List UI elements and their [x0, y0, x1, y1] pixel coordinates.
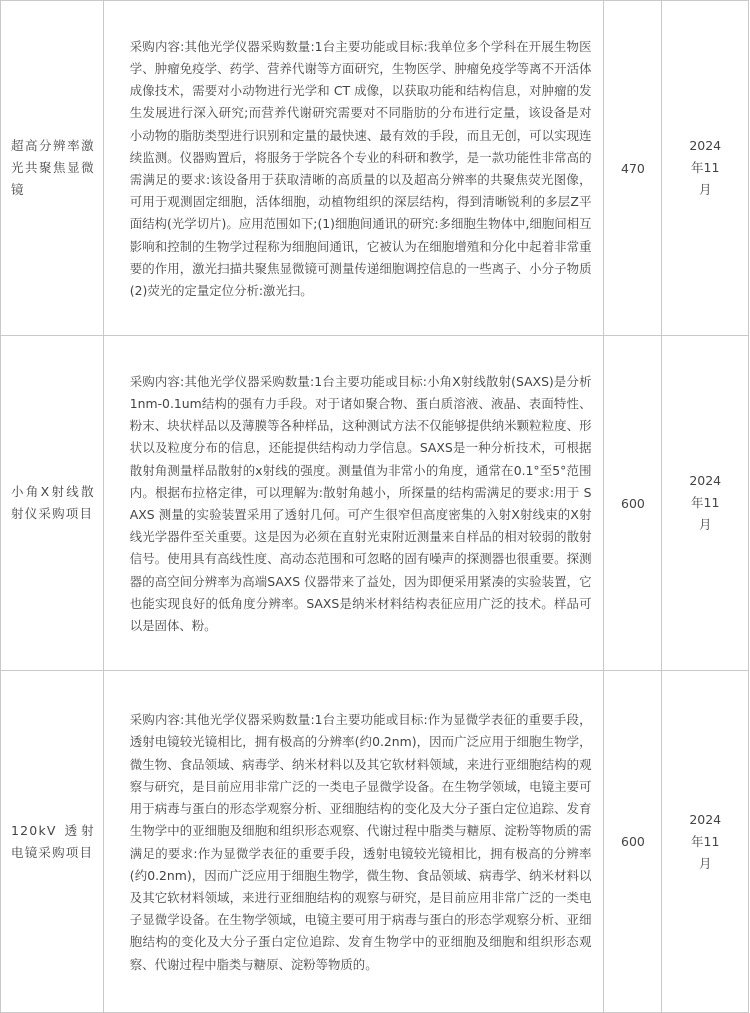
- date-cell: [662, 1, 749, 336]
- project-name: 120kV 透射电镜采购项目: [11, 822, 95, 860]
- table-row: [1, 1, 749, 336]
- description-cell: [103, 336, 604, 671]
- procurement-date: 2024年11月: [689, 473, 722, 532]
- budget-amount: 600: [621, 495, 645, 511]
- date-cell: [662, 336, 749, 671]
- budget-amount: 600: [621, 834, 645, 849]
- project-name: 小角X射线散射仪采购项目: [11, 484, 95, 521]
- table-row: [1, 336, 749, 671]
- project-name: 超高分辨率激光共聚焦显微镜: [11, 138, 95, 197]
- procurement-date: 2024年11月: [689, 138, 722, 197]
- budget-cell: [604, 671, 662, 1013]
- project-name-cell: [1, 1, 104, 336]
- project-description: 采购内容:其他光学仪器采购数量:1台主要功能或目标:我单位多个学科在开展生物医学、肿瘤免疫学、药学、营养代谢等方面研究，生物医学、肿瘤免疫学等离不开活体成像技术，需要对小动物进行光学和 CT 成像，以获取功能和结构信息，对肿瘤的发生发展进行深入研究;而营养代谢研究需要对不同脂肪的分布进行定量，该设备是对小动物的脂肪类型进行识别和定量的最快速、最有效的手段，而且无创，可以实现连续监测。仪器购置后，将服务于学院各个专业的科研和教学，是一款功能性非常高的需满足的要求:该设备用于获取清晰的高质量的以及超高分辨率的共聚焦荧光图像，可用于观测固定细胞，活体细胞，动植物组织的深层结构，得到清晰锐利的多层Z平面结构(光学切片)。应用范围如下;(1)细胞间通讯的研究:多细胞生物体中,细胞间相互影响和控制的生物学过程称为细胞间通讯，它被认为在细胞增殖和分化中起着非常重要的作用，激光扫描共聚焦显微镜可测量传递细胞调控信息的一些离子、小分子物质(2)荧光的定量定位分析:激光扫。: [129, 38, 592, 299]
- description-cell: [103, 671, 604, 1013]
- project-name-cell: [1, 336, 104, 671]
- date-cell: [662, 671, 749, 1013]
- project-name-cell: [1, 671, 104, 1013]
- description-cell: [103, 1, 604, 336]
- budget-amount: 470: [621, 160, 645, 176]
- procurement-date: 2024年11月: [689, 811, 722, 871]
- table-row: [1, 671, 749, 1013]
- project-description: 采购内容:其他光学仪器采购数量:1台主要功能或目标:作为显微学表征的重要手段，透射电镜较光镜相比，拥有极高的分辨率(约0.2nm)，因而广泛应用于细胞生物学，微生物、食品领域、病毒学、纳米材料以及其它软材料领域，来进行亚细胞结构的观察与研究，是目前应用非常广泛的一类电子显微学设备。在生物学领域，电镜主要可用于病毒与蛋白的形态学观察分析、亚细胞结构的变化及大分子蛋白定位追踪、发育生物学中的亚细胞及细胞和组织形态观察、代谢过程中脂类与糖原、淀粉等物质的需满足的要求:作为显微学表征的重要手段，透射电镜较光镜相比，拥有极高的分辨率(约0.2nm)，因而广泛应用于细胞生物学，微生物、食品领域、病毒学、纳米材料以及其它软材料领域，来进行亚细胞结构的观察与研究，是目前应用非常广泛的一类电子显微学设备。在生物学领域，电镜主要可用于病毒与蛋白的形态学观察分析、亚细胞结构的变化及大分子蛋白定位追踪、发育生物学中的亚细胞及细胞和组织形态观察、代谢过程中脂类与糖原、淀粉等物质的。: [129, 712, 592, 972]
- budget-cell: [604, 1, 662, 336]
- budget-cell: [604, 336, 662, 671]
- project-description: 采购内容:其他光学仪器采购数量:1台主要功能或目标:小角X射线散射(SAXS)是分析1nm-0.1um结构的强有力手段。对于诸如聚合物、蛋白质溶液、液晶、表面特性、粉末、块状样品以及薄膜等各种样品，这种测试方法不仅能够提供纳米颗粒粒度、形状以及粒度分布的信息，还能提供结构动力学信息。SAXS是一种分析技术，可根据散射角测量样品散射的x射线的强度。测量值为非常小的角度，通常在0.1°至5°范围内。根据布拉格定律，可以理解为:散射角越小，所探量的结构需满足的要求:用于 SAXS 测量的实验装置采用了透射几何。可产生很窄但高度密集的入射X射线束的X射线光学器件至关重要。这是因为必须在直射光束附近测量来自样品的相对较弱的散射信号。使用具有高线性度、高动态范围和可忽略的固有噪声的探测器也很重要。探测器的高空间分辨率为高端SAXS 仪器带来了益处，因为即便采用紧凑的实验装置，它也能实现良好的低角度分辨率。SAXS是纳米材料结构表征应用广泛的技术。样品可以是固体、粉。: [129, 373, 592, 634]
